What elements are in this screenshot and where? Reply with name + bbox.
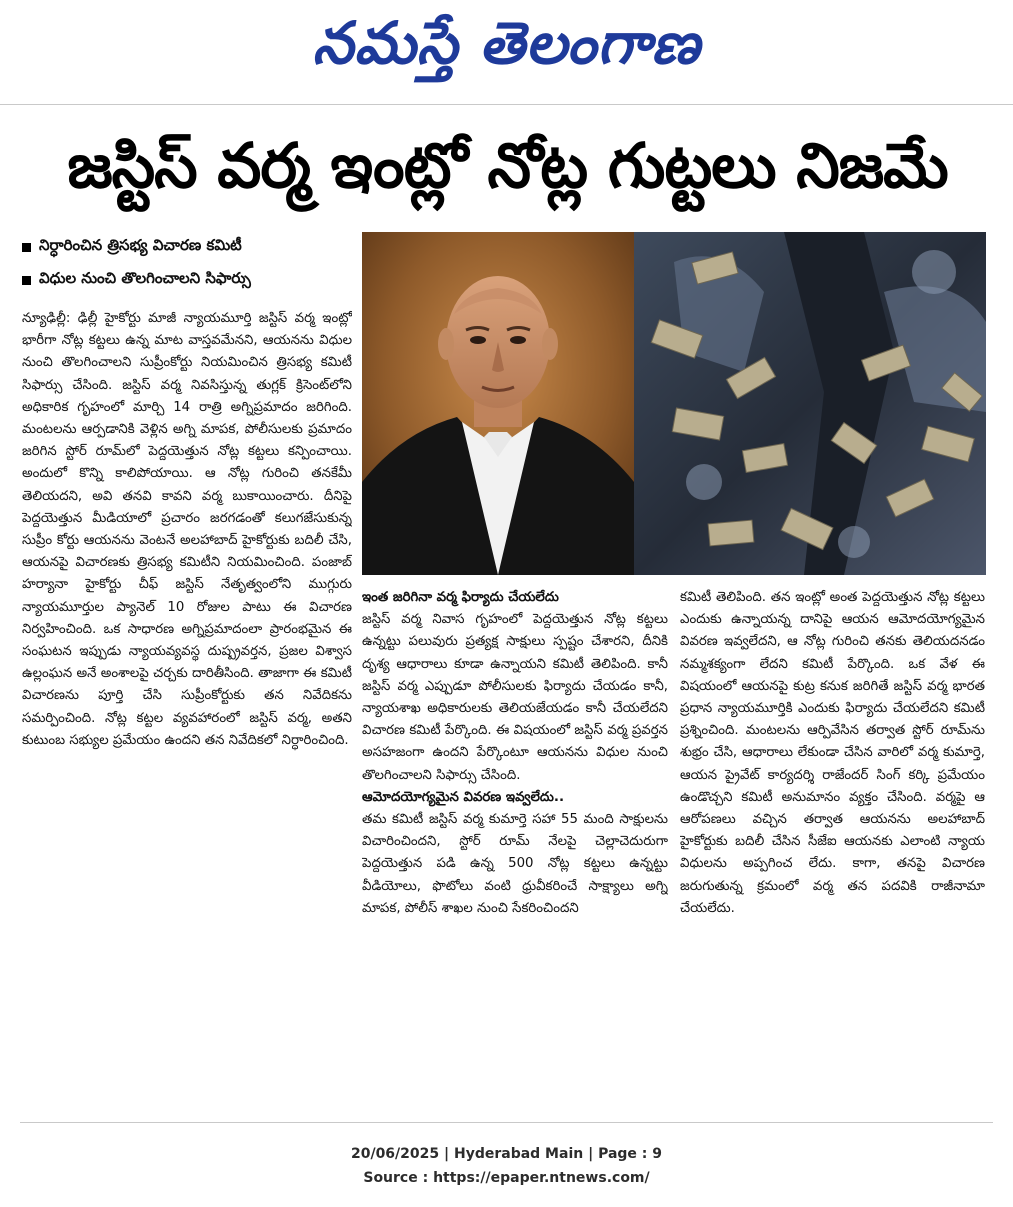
- deck-text-2: విధుల నుంచి తొలగించాలని సిఫార్సు: [39, 269, 251, 287]
- article-column-1: న్యూఢిల్లీ: ఢిల్లీ హైకోర్టు మాజీ న్యాయమూర్తి జస్టిస్ వర్మ ఇంట్లో భారీగా నోట్ల కట్టలు ఉన్న మాట వాస్తవమేనని, ఆయనను విధుల నుంచి తొలగించాలని సుప్రీంకోర్టు నియమించిన త్రిసభ్య కమిటీ సిఫార్సు చేసింది. జస్టిస్ వర్మ నివసిస్తున్న తుగ్లక్ క్రిసెంట్‌లోని అధికారిక గృహంలో మార్చి 14 రాత్రి అగ్నిప్రమాదం జరిగింది. మంటలను ఆర్పడానికి వెళ్లిన అగ్ని మాపక, పోలీసులకు ప్రమాదం జరిగిన స్టోర్ రూమ్‌లో పెద్దయెత్తున నోట్ల కట్టలు కన్పించాయి. అందులో కొన్ని కాలిపోయాయి. ఆ నోట్ల గురించి తనకేమీ తెలియదని, అవి తనవి కావని వర్మ బుకాయించారు. దీనిపై పెద్దయెత్తున మీడియాలో ప్రచారం జరగడంతో కలుగజేసుకున్న సుప్రీం కోర్టు ఆయనను వెంటనే అలహాబాద్ హైకోర్టుకు బదిలీ చేసి, ఆయనపై విచారణకు త్రిసభ్య కమిటీని నియమించింది. పంజాబ్ హర్యానా హైకోర్టు చీఫ్ జస్టిస్ నేతృత్వంలోని ముగ్గురు న్యాయమూర్తుల ప్యానెల్ 10 రోజుల పాటు ఈ విచారణ నిర్వహించింది. ఒక సాధారణ అగ్నిప్రమాదంలా ప్రారంభమైన ఈ సంఘటన ఇప్పుడు న్యాయవ్యవస్థ దుష్ప్రవర్తన, ప్రజల విశ్వాస ఉల్లంఘన అనే అంశాలపై చర్చకు దారితీసింది. తాజాగా ఈ కమిటీ విచారణను పూర్తి చేసి సుప్రీంకోర్టుకు తన నివేదికను సమర్పించింది. నోట్ల కట్టల వ్యవహారంలో జస్టిస్ వర్మ, అతని కుటుంబ సభ్యుల ప్రమేయం ఉందని తన నివేదికలో నిర్ధారించింది.: [22, 311, 352, 748]
- bullet-square-icon: [22, 243, 31, 252]
- masthead: [0, 0, 1013, 100]
- footer-date-edition: 20/06/2025 | Hyderabad Main | Page : 9: [350, 1146, 663, 1162]
- article-column-3: కమిటీ తెలిపింది. తన ఇంట్లో అంత పెద్దయెత్తున నోట్ల కట్టలు ఎందుకు ఉన్నాయన్న దానిపై ఆయన ఆమోదయోగ్యమైన వివరణ ఇవ్వలేదని, ఆ నోట్ల గురించి తనకు తెలియదనడం నమ్మశక్యంగా లేదని కమిటీ పేర్కొంది. ఒక వేళ ఈ విషయంలో ఆయనపై కుట్ర కనుక జరిగితే జస్టిస్ వర్మ భారత ప్రధాన న్యాయమూర్తికి ఎందుకు ఫిర్యాదు చేయలేదని కమిటీ ప్రశ్నించింది. మంటలను ఆర్పివేసిన తర్వాత స్టోర్ రూమ్‌ను శుభ్రం చేసి, ఆధారాలు లేకుండా చేసిన వారిలో వర్మ కుమార్తె, ఆయన ప్రైవేట్ కార్యదర్శి రాజేందర్ సింగ్ కర్కి ప్రమేయం ఉండొచ్చని కమిటీ అనుమానం వ్యక్తం చేసింది. వర్మపై ఆ ఆరోపణలు వచ్చిన తర్వాత ఆయనను అలహాబాద్ హైకోర్టుకు బదిలీ చేసిన సీజేఐ ఆయనకు ఎలాంటి న్యాయ విధులను అప్పగించ లేదు. కాగా, తనపై విచారణ జరుగుతున్న క్రమంలో వర్మ తన పదవికి రాజీనామా చేయలేదు.: [680, 590, 985, 916]
- deck-text-1: నిర్ధారించిన త్రిసభ్య విచారణ కమిటీ: [39, 236, 242, 254]
- subhead-no-explanation: ఆమోదయోగ్యమైన వివరణ ఇవ్వలేదు..: [362, 789, 564, 805]
- footer-source: Source : https://epaper.ntnews.com/: [363, 1170, 650, 1186]
- footer-divider: [20, 1122, 993, 1123]
- headline: జస్టిస్ వర్మ ఇంట్లో నోట్ల గుట్టలు నిజమే: [67, 129, 948, 202]
- masthead-divider: [0, 104, 1013, 105]
- deck-line-2: [22, 265, 352, 295]
- justice-portrait-photo: [362, 232, 634, 575]
- deck-line-1: [22, 232, 352, 262]
- column-2-paragraph-1: జస్టిస్ వర్మ నివాస గృహంలో పెద్దయెత్తున నోట్ల కట్టలు ఉన్నట్టు పలువురు ప్రత్యక్ష సాక్షులు స్పష్టం చేశారని, దీనికి దృశ్య ఆధారాలు కూడా ఉన్నాయని కమిటీ తెలిపింది. కానీ జస్టిస్ వర్మ ఎప్పుడూ పోలీసులకు ఫిర్యాదు చేయడం కానీ, న్యాయశాఖ అధికారులకు తెలియజేయడం కానీ చేయలేదని విచారణ కమిటీ పేర్కొంది. ఈ విషయంలో జస్టిస్ వర్మ ప్రవర్తన అసహజంగా ఉందని పేర్కొంటూ ఆయనను విధుల నుంచి తొలగించాలని సిఫార్సు చేసింది.: [362, 612, 668, 783]
- column-2-paragraph-2: తమ కమిటీ జస్టిస్ వర్మ కుమార్తె సహా 55 మంది సాక్షులను విచారించిందని, స్టోర్ రూమ్ నేలపై చెల్లాచెదురుగా పెద్దయెత్తున పడి ఉన్న 500 నోట్ల కట్టలు ఉన్నట్టు వీడియోలు, ఫొటోలు వంటి ధ్రువీకరించే సాక్ష్యాలు అగ్ని మాపక, పోలీస్ శాఖల నుంచి సేకరించిందని: [362, 812, 668, 916]
- subhead-no-complaint: ఇంత జరిగినా వర్మ ఫిర్యాదు చేయలేదు: [362, 590, 559, 605]
- burnt-currency-photo: [634, 232, 986, 575]
- bullet-square-icon: [22, 276, 31, 285]
- masthead-title: నమస్తే తెలంగాణ: [312, 8, 701, 77]
- article-column-2: [362, 587, 668, 1112]
